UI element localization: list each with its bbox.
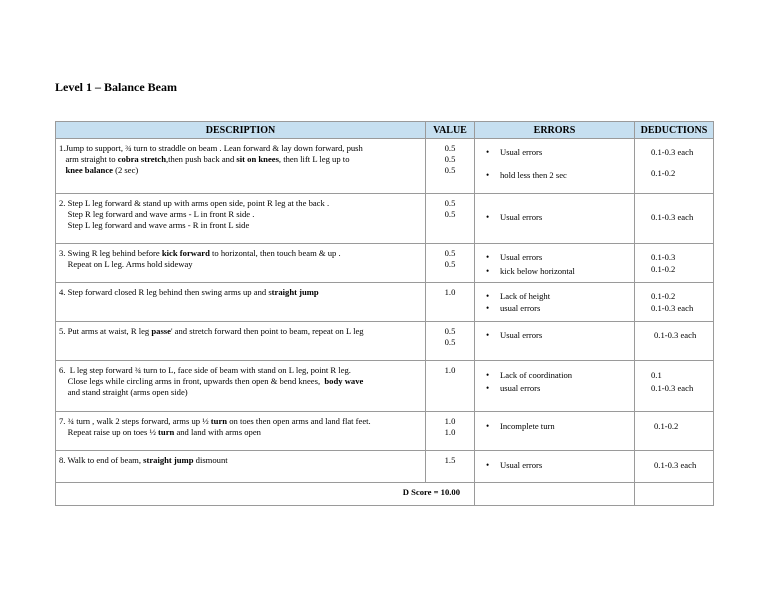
description-text: Close legs while circling arms in front, upwards then open & bend knees,	[59, 376, 325, 386]
error-item: • usual errors	[500, 383, 540, 393]
errors-cell	[475, 451, 635, 483]
description-line	[59, 220, 421, 231]
errors-cell	[475, 194, 635, 244]
table-row	[56, 194, 714, 244]
errors-cell	[475, 283, 635, 322]
header-row	[56, 122, 714, 139]
description-text: ' and stretch forward then point to beam, repeat on L leg	[170, 326, 364, 336]
value-text: 0.5	[444, 198, 456, 208]
value-cell	[426, 139, 475, 194]
empty-cell	[635, 483, 714, 506]
table-row	[56, 361, 714, 412]
description-text: 1.Jump to support, ¾ turn to straddle on beam . Lean forward & lay down forward, push	[59, 143, 363, 153]
skill-name: straight jump	[143, 455, 194, 465]
header-deductions: DEDUCTIONS	[635, 122, 714, 139]
value-text: 1.0	[444, 287, 456, 297]
description-text: and stand straight (arms open side)	[59, 387, 188, 397]
description-text: 6. L leg step forward ¾ turn to L, face side of beam with stand on L leg, point R leg.	[59, 365, 351, 375]
description-cell	[56, 244, 426, 283]
deduction-item: 0.1-0.2	[651, 264, 676, 274]
value-cell	[426, 244, 475, 283]
value-cell	[426, 361, 475, 412]
description-text: , then lift L leg up to	[278, 154, 350, 164]
error-item: • Usual errors	[500, 147, 542, 157]
value-text: 0.5	[444, 337, 456, 347]
description-line	[59, 427, 421, 438]
value-cell	[426, 283, 475, 322]
page-title: Level 1 – Balance Beam	[55, 80, 177, 94]
description-line	[59, 259, 421, 270]
value-cell	[426, 451, 475, 483]
empty-cell	[475, 483, 635, 506]
deduction-item: 0.1-0.3 each	[651, 147, 694, 157]
error-item: • kick below horizontal	[500, 266, 575, 276]
table-row	[56, 451, 714, 483]
deductions-cell	[635, 139, 714, 194]
table-row	[56, 244, 714, 283]
description-text: Repeat raise up on toes ½	[59, 427, 159, 437]
skill-name: turn	[158, 427, 175, 437]
value-cell	[426, 322, 475, 361]
description-text: Repeat on L leg. Arms hold sideway	[59, 259, 193, 269]
description-text: 8. Walk to end of beam,	[59, 455, 144, 465]
d-score-total: D Score = 10.00	[56, 483, 475, 506]
description-text: arm straight to	[59, 154, 118, 164]
skill-name: cobra stretch	[117, 154, 167, 164]
value-text: 0.5	[444, 165, 456, 175]
deductions-cell	[635, 322, 714, 361]
deductions-cell	[635, 283, 714, 322]
skill-name: knee balance	[65, 165, 113, 175]
description-text: 2. Step L leg forward & stand up with arms open side, point R leg at the back .	[59, 198, 330, 208]
description-line	[59, 165, 421, 176]
value-cell	[426, 412, 475, 451]
description-cell	[56, 194, 426, 244]
deduction-item: 0.1-0.3 each	[651, 212, 694, 222]
description-cell	[56, 139, 426, 194]
deduction-item: 0.1-0.2	[651, 168, 676, 178]
deduction-item: 0.1	[651, 370, 662, 380]
errors-cell	[475, 139, 635, 194]
error-item: • Usual errors	[500, 252, 542, 262]
deductions-cell	[635, 412, 714, 451]
description-text: dismount	[193, 455, 228, 465]
description-text: ,then push back and	[166, 154, 237, 164]
value-text: 1.0	[444, 416, 456, 426]
value-text: 0.5	[444, 326, 456, 336]
deductions-cell	[635, 244, 714, 283]
value-text: 0.5	[444, 154, 456, 164]
error-item: • Usual errors	[500, 460, 542, 470]
deductions-cell	[635, 194, 714, 244]
description-cell	[56, 412, 426, 451]
skill-name: body wave	[324, 376, 364, 386]
description-text: 5. Put arms at waist, R leg	[59, 326, 152, 336]
table-row	[56, 283, 714, 322]
value-text: 0.5	[444, 209, 456, 219]
description-line	[59, 209, 421, 220]
error-item: • usual errors	[500, 303, 540, 313]
deduction-item: 0.1-0.3 each	[654, 460, 697, 470]
header-description: DESCRIPTION	[56, 122, 426, 139]
description-cell	[56, 361, 426, 412]
table-row	[56, 322, 714, 361]
value-text: 0.5	[444, 248, 456, 258]
deduction-item: 0.1-0.3 each	[651, 303, 694, 313]
errors-cell	[475, 412, 635, 451]
deduction-item: 0.1-0.3 each	[651, 383, 694, 393]
description-line	[59, 154, 421, 165]
value-text: 1.5	[444, 455, 456, 465]
description-text: 4. Step forward closed R leg behind then swing arms up and s	[59, 287, 272, 297]
description-line	[59, 387, 421, 398]
errors-cell	[475, 361, 635, 412]
description-line	[59, 326, 421, 337]
header-errors: ERRORS	[475, 122, 635, 139]
description-line	[59, 287, 421, 298]
description-text: Step R leg forward and wave arms - L in front R side .	[59, 209, 255, 219]
description-line	[59, 365, 421, 376]
error-item: • Lack of height	[500, 291, 550, 301]
skill-name: traight jump	[271, 287, 319, 297]
error-item: • Lack of coordination	[500, 370, 572, 380]
value-text: 0.5	[444, 259, 456, 269]
description-text: to horizontal, then touch beam & up .	[209, 248, 341, 258]
description-line	[59, 376, 421, 387]
header-value: VALUE	[426, 122, 475, 139]
description-line	[59, 416, 421, 427]
value-text: 0.5	[444, 143, 456, 153]
description-cell	[56, 451, 426, 483]
deductions-cell	[635, 451, 714, 483]
description-text: 7. ¾ turn , walk 2 steps forward, arms up ½	[59, 416, 211, 426]
skill-name: sit on knees	[236, 154, 279, 164]
description-line	[59, 198, 421, 209]
description-line	[59, 455, 421, 466]
errors-cell	[475, 244, 635, 283]
deduction-item: 0.1-0.3 each	[654, 330, 697, 340]
description-text: on toes then open arms and land flat feet.	[227, 416, 371, 426]
skill-name: passe	[151, 326, 171, 336]
total-row	[56, 483, 714, 506]
error-item: • hold less then 2 sec	[500, 170, 567, 180]
value-text: 1.0	[444, 427, 456, 437]
description-cell	[56, 322, 426, 361]
value-cell	[426, 194, 475, 244]
skill-name: kick forward	[161, 248, 210, 258]
deductions-cell	[635, 361, 714, 412]
description-cell	[56, 283, 426, 322]
description-line	[59, 248, 421, 259]
description-text: 3. Swing R leg behind before	[59, 248, 162, 258]
table-row	[56, 412, 714, 451]
description-text: (2 sec)	[112, 165, 139, 175]
deduction-item: 0.1-0.2	[654, 421, 679, 431]
value-text: 1.0	[444, 365, 456, 375]
balance-beam-table	[55, 121, 714, 506]
deduction-item: 0.1-0.3	[651, 252, 676, 262]
errors-cell	[475, 322, 635, 361]
table-row	[56, 139, 714, 194]
error-item: • Incomplete turn	[500, 421, 555, 431]
description-text: and land with arms open	[174, 427, 261, 437]
deduction-item: 0.1-0.2	[651, 291, 676, 301]
description-line	[59, 143, 421, 154]
error-item: • Usual errors	[500, 330, 542, 340]
description-text: Step L leg forward and wave arms - R in front L side	[59, 220, 250, 230]
error-item: • Usual errors	[500, 212, 542, 222]
skill-name: turn	[210, 416, 228, 426]
